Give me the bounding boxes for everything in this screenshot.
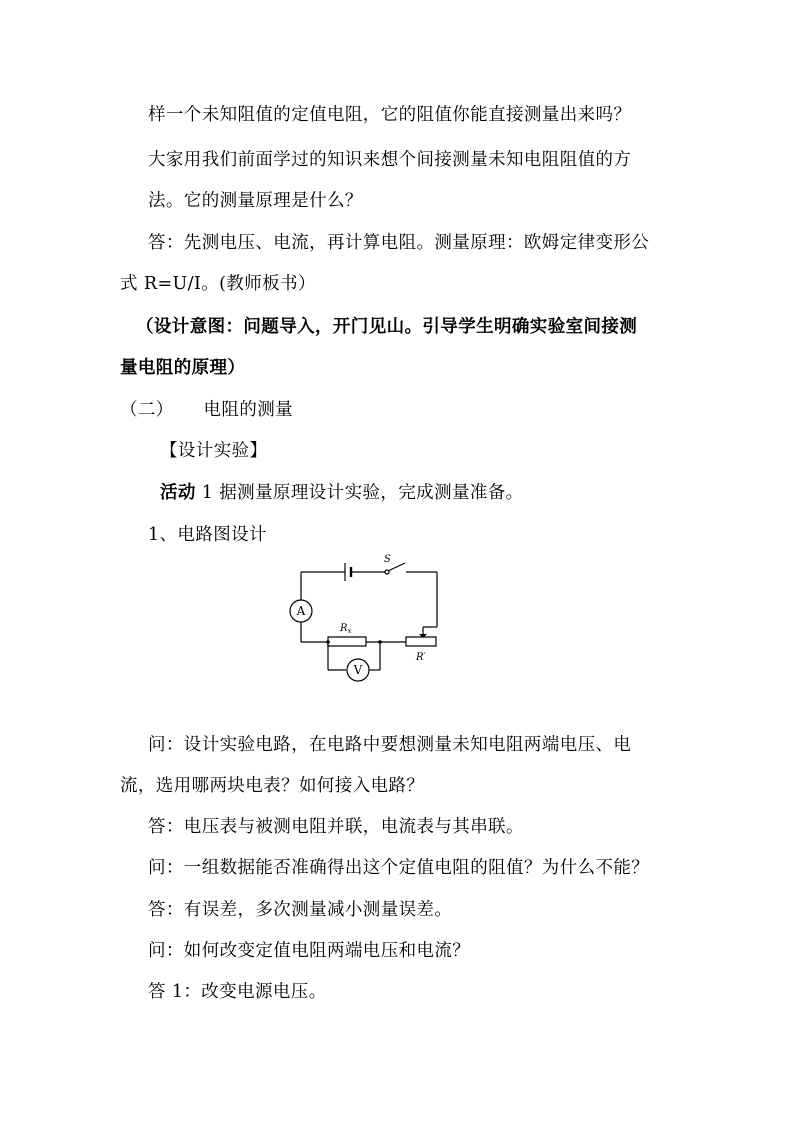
section-heading: （二） 电阻的测量 (120, 400, 294, 420)
activity-text: 1 据测量原理设计实验，完成测量准备。 (195, 483, 524, 503)
answer-line-2: 答：有误差，多次测量减小测量误差。 (148, 900, 453, 920)
resistor-label-main: R (340, 623, 348, 634)
junction-dot-right (378, 640, 382, 644)
resistor-label (339, 623, 352, 635)
activity-label: 活动 (160, 483, 196, 503)
paragraph-line-3: 法。它的测量原理是什么？ (148, 191, 363, 211)
question-line-3: 问：一组数据能否准确得出这个定值电阻的阻值？为什么不能？ (148, 858, 650, 878)
answer-line-3: 答 1：改变电源电压。 (148, 982, 327, 1002)
question-line-4: 问：如何改变定值电阻两端电压和电流？ (148, 941, 471, 961)
question-line-2: 流，选用哪两块电表？如何接入电路？ (120, 776, 425, 796)
ammeter-label: A (296, 604, 306, 618)
resistor-rx (328, 637, 366, 646)
design-intent-line-1: （设计意图：问题导入，开门见山。引导学生明确实验室间接测 (136, 317, 638, 337)
paragraph-line-2: 大家用我们前面学过的知识来想个间接测量未知电阻阻值的方 (148, 150, 632, 170)
voltmeter-label: V (353, 663, 363, 677)
rheostat-label: R′ (416, 652, 426, 663)
circuit-heading: 1、电路图设计 (148, 525, 267, 545)
rheostat (406, 637, 436, 646)
subsection-heading: 【设计实验】 (160, 441, 268, 461)
activity-line (160, 481, 524, 505)
paragraph-line-4: 答：先测电压、电流，再计算电阻。测量原理：欧姆定律变形公 (148, 233, 650, 253)
paragraph-line-5: 式 R=U/I。(教师板书） (120, 274, 316, 294)
circuit-diagram (288, 550, 448, 690)
question-line-1: 问：设计实验电路，在电路中要想测量未知电阻两端电压、电 (148, 735, 632, 755)
resistor-label-subscript: x (347, 627, 352, 635)
design-intent-line-2: 量电阻的原理） (120, 358, 246, 378)
junction-dot-left (326, 640, 330, 644)
switch-label: S (384, 554, 391, 565)
answer-line-1: 答：电压表与被测电阻并联，电流表与其串联。 (148, 817, 524, 837)
paragraph-line-1: 样一个未知阻值的定值电阻，它的阻值你能直接测量出来吗？ (148, 105, 632, 125)
